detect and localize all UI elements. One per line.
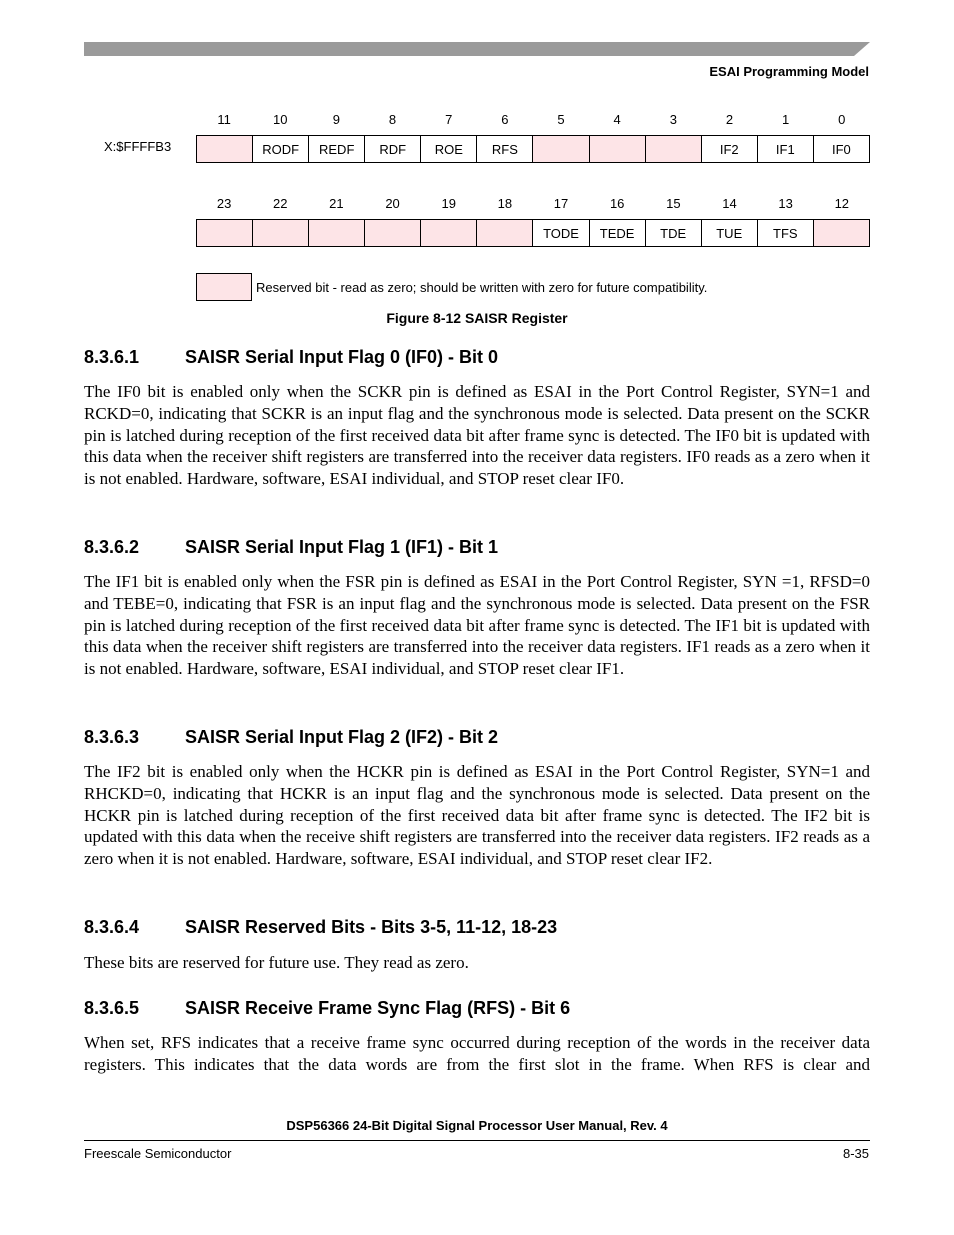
bit-number: 19	[441, 196, 456, 211]
footer-document-title: DSP56366 24-Bit Digital Signal Processor User Manual, Rev. 4	[286, 1118, 668, 1133]
bit-field-tede: TEDE	[590, 220, 646, 246]
bit-field-roe: ROE	[421, 136, 477, 162]
section-heading	[84, 917, 557, 938]
bit-number: 10	[273, 112, 288, 127]
bit-number: 12	[834, 196, 850, 211]
section-heading	[84, 998, 570, 1019]
bit-number: 6	[501, 112, 509, 127]
section-title: SAISR Serial Input Flag 2 (IF2) - Bit 2	[185, 727, 499, 747]
section-heading	[84, 537, 498, 558]
bit-number: 18	[497, 196, 513, 211]
reserved-bit-cell	[365, 220, 421, 246]
section-body: These bits are reserved for future use. They read as zero.	[84, 953, 469, 972]
bit-number: 23	[216, 196, 232, 211]
section-number: 8.3.6.4	[84, 917, 140, 937]
section-number: 8.3.6.5	[84, 998, 140, 1018]
bit-field-rdf: RDF	[365, 136, 421, 162]
bit-number: 0	[838, 112, 846, 127]
footer-divider	[84, 1140, 870, 1141]
header-decorative-bar	[84, 42, 870, 56]
footer-page-number: 8-35	[842, 1146, 869, 1161]
bit-numbers-row-1	[196, 112, 870, 127]
reserved-bit-cell	[253, 220, 309, 246]
reserved-bit-cell	[477, 220, 533, 246]
reserved-bit-cell	[590, 136, 646, 162]
section-body: The IF1 bit is enabled only when the FSR pin is defined as ESAI in the Port Control Register, SYN =1, RFSD=0 and TEBE=0, indicating that FSR is an input flag and the synchronous mode is selected. Data present on the FSR pin is latched during reception of the first received data bit after frame sync is detected. The IF1 bit is updated with this data when the receiver shift registers are transferred into the receiver data registers. IF1 reads as a zero when it is not enabled. Hardware, software, ESAI individual, and STOP reset clear IF1.	[84, 572, 870, 679]
bit-field-redf: REDF	[309, 136, 365, 162]
reserved-legend-text: Reserved bit - read as zero; should be written with zero for future compatibility.	[256, 280, 708, 295]
bit-number: 16	[609, 196, 625, 211]
bit-field-tue: TUE	[702, 220, 758, 246]
bit-number: 13	[778, 196, 793, 211]
section-title: SAISR Serial Input Flag 1 (IF1) - Bit 1	[185, 537, 499, 557]
bit-number: 22	[273, 196, 288, 211]
bit-field-if2: IF2	[702, 136, 758, 162]
bit-number: 7	[445, 112, 453, 127]
bit-field-tde: TDE	[646, 220, 702, 246]
reserved-bit-cell	[197, 220, 253, 246]
bit-field-if0: IF0	[814, 136, 870, 162]
bit-field-tfs: TFS	[758, 220, 814, 246]
reserved-bit-cell	[309, 220, 365, 246]
bit-number: 9	[332, 112, 340, 127]
bit-number: 5	[557, 112, 565, 127]
section-body: When set, RFS indicates that a receive frame sync occurred during reception of the words in the receiver data registers. This indicates that the data words are from the first slot in the frame. When RFS is clear and	[84, 1033, 870, 1074]
bit-number: 14	[722, 196, 737, 211]
section-number: 8.3.6.2	[84, 537, 140, 557]
reserved-bit-cell	[814, 220, 870, 246]
reserved-bit-cell	[421, 220, 477, 246]
section-number: 8.3.6.1	[84, 347, 140, 367]
reserved-bit-cell	[533, 136, 589, 162]
section-heading	[84, 347, 498, 368]
bit-number: 1	[782, 112, 790, 127]
bit-number: 20	[385, 196, 400, 211]
section-number: 8.3.6.3	[84, 727, 140, 747]
section-heading	[84, 727, 498, 748]
bit-numbers-row-2	[196, 196, 870, 211]
section-title: SAISR Reserved Bits - Bits 3-5, 11-12, 18-23	[185, 917, 558, 937]
reserved-bit-cell	[646, 136, 702, 162]
bit-number: 21	[329, 196, 344, 211]
register-address: X:$FFFFB3	[104, 139, 172, 154]
bit-number: 11	[217, 112, 231, 127]
section-title: SAISR Serial Input Flag 0 (IF0) - Bit 0	[185, 347, 499, 367]
bit-number: 17	[553, 196, 569, 211]
bit-field-rodf: RODF	[253, 136, 309, 162]
register-row-2	[196, 219, 870, 247]
bit-number: 8	[388, 112, 397, 127]
section-body: The IF2 bit is enabled only when the HCKR pin is defined as ESAI in the Port Control Register, SYN=1 and RHCKD=0, indicating that HCKR is an input flag and the synchronous mode is selected. Data present on the HCKR pin is latched during reception of the first received data bit after frame sync is detected. The IF2 bit is updated with this data when the receive shift registers are transferred into the receiver data registers. IF2 reads as a zero when it is not enabled. Hardware, software, ESAI individual, and STOP reset clear IF2.	[84, 762, 870, 869]
running-header: ESAI Programming Model	[709, 64, 869, 79]
register-row-1	[196, 135, 870, 163]
bit-field-tode: TODE	[533, 220, 589, 246]
bit-number: 4	[613, 112, 621, 127]
footer-company: Freescale Semiconductor	[84, 1146, 232, 1161]
bit-number: 15	[666, 196, 681, 211]
bit-field-rfs: RFS	[477, 136, 533, 162]
bit-number: 3	[669, 112, 677, 127]
reserved-legend-swatch	[196, 273, 252, 301]
section-title: SAISR Receive Frame Sync Flag (RFS) - Bit 6	[185, 998, 571, 1018]
figure-caption: Figure 8-12 SAISR Register	[386, 310, 568, 326]
section-body: The IF0 bit is enabled only when the SCKR pin is defined as ESAI in the Port Control Register, SYN=1 and RCKD=0, indicating that SCKR is an input flag and the synchronous mode is selected. Data present on the SCKR pin is latched during reception of the first received data bit after frame sync is detected. The IF0 bit is updated with this data when the receiver shift registers are transferred into the receiver data registers. IF0 reads as a zero when it is not enabled. Hardware, software, ESAI individual, and STOP reset clear IF0.	[84, 382, 870, 489]
bit-field-if1: IF1	[758, 136, 814, 162]
reserved-bit-cell	[197, 136, 253, 162]
bit-number: 2	[725, 112, 734, 127]
